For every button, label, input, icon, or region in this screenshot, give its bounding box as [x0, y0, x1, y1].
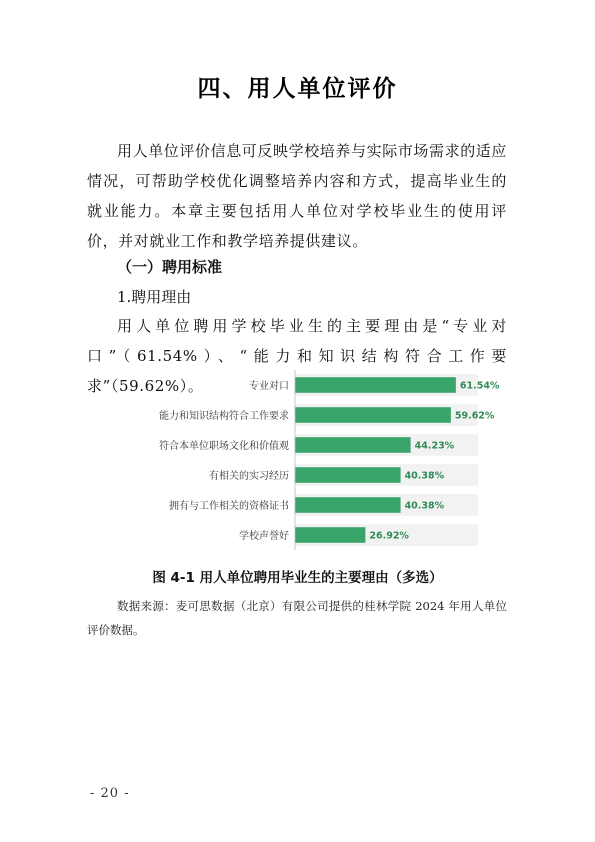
category-label: 拥有与工作相关的资格证书: [169, 501, 289, 512]
hiring-reasons-chart: [150, 370, 500, 550]
bar: [295, 407, 451, 423]
intro-paragraph: 用人单位评价信息可反映学校培养与实际市场需求的适应情况，可帮助学校优化调整培养内容和方式，提高毕业生的就业能力。本章主要包括用人单位对学校毕业生的使用评价，并对就业工作和教学培养提供建议。: [87, 142, 508, 250]
value-label: 40.38%: [404, 470, 445, 482]
category-label: 能力和知识结构符合工作要求: [159, 411, 289, 422]
category-label: 符合本单位职场文化和价值观: [159, 441, 289, 452]
bar: [295, 377, 456, 393]
category-label: 学校声誉好: [239, 531, 289, 542]
findings-paragraph: 用人单位聘用学校毕业生的主要理由是“专业对口”（61.54%）、“能力和知识结构符合工作要求”（59.62%）。: [87, 317, 507, 395]
page-number: - 20 -: [90, 786, 130, 801]
bar: [295, 497, 401, 513]
value-label: 61.54%: [459, 380, 500, 392]
figure-caption: 图 4-1 用人单位聘用毕业生的主要理由（多选）: [152, 570, 443, 586]
value-label: 59.62%: [454, 410, 495, 422]
section-heading: （一）聘用标准: [117, 258, 223, 276]
subsection-heading: 1.聘用理由: [117, 288, 192, 306]
bar: [295, 527, 365, 543]
bar: [295, 467, 401, 483]
category-label: 专业对口: [249, 381, 289, 392]
data-source-note: 数据来源：麦可思数据（北京）有限公司提供的桂林学院 2024 年用人单位评价数据。: [87, 599, 507, 637]
category-label: 有相关的实习经历: [209, 471, 289, 482]
value-label: 44.23%: [414, 440, 455, 452]
value-label: 26.92%: [369, 530, 409, 542]
bar-chart-svg: [150, 370, 500, 550]
page-title: 四、用人单位评价: [197, 76, 398, 102]
bar: [295, 437, 411, 453]
value-label: 40.38%: [404, 500, 445, 512]
